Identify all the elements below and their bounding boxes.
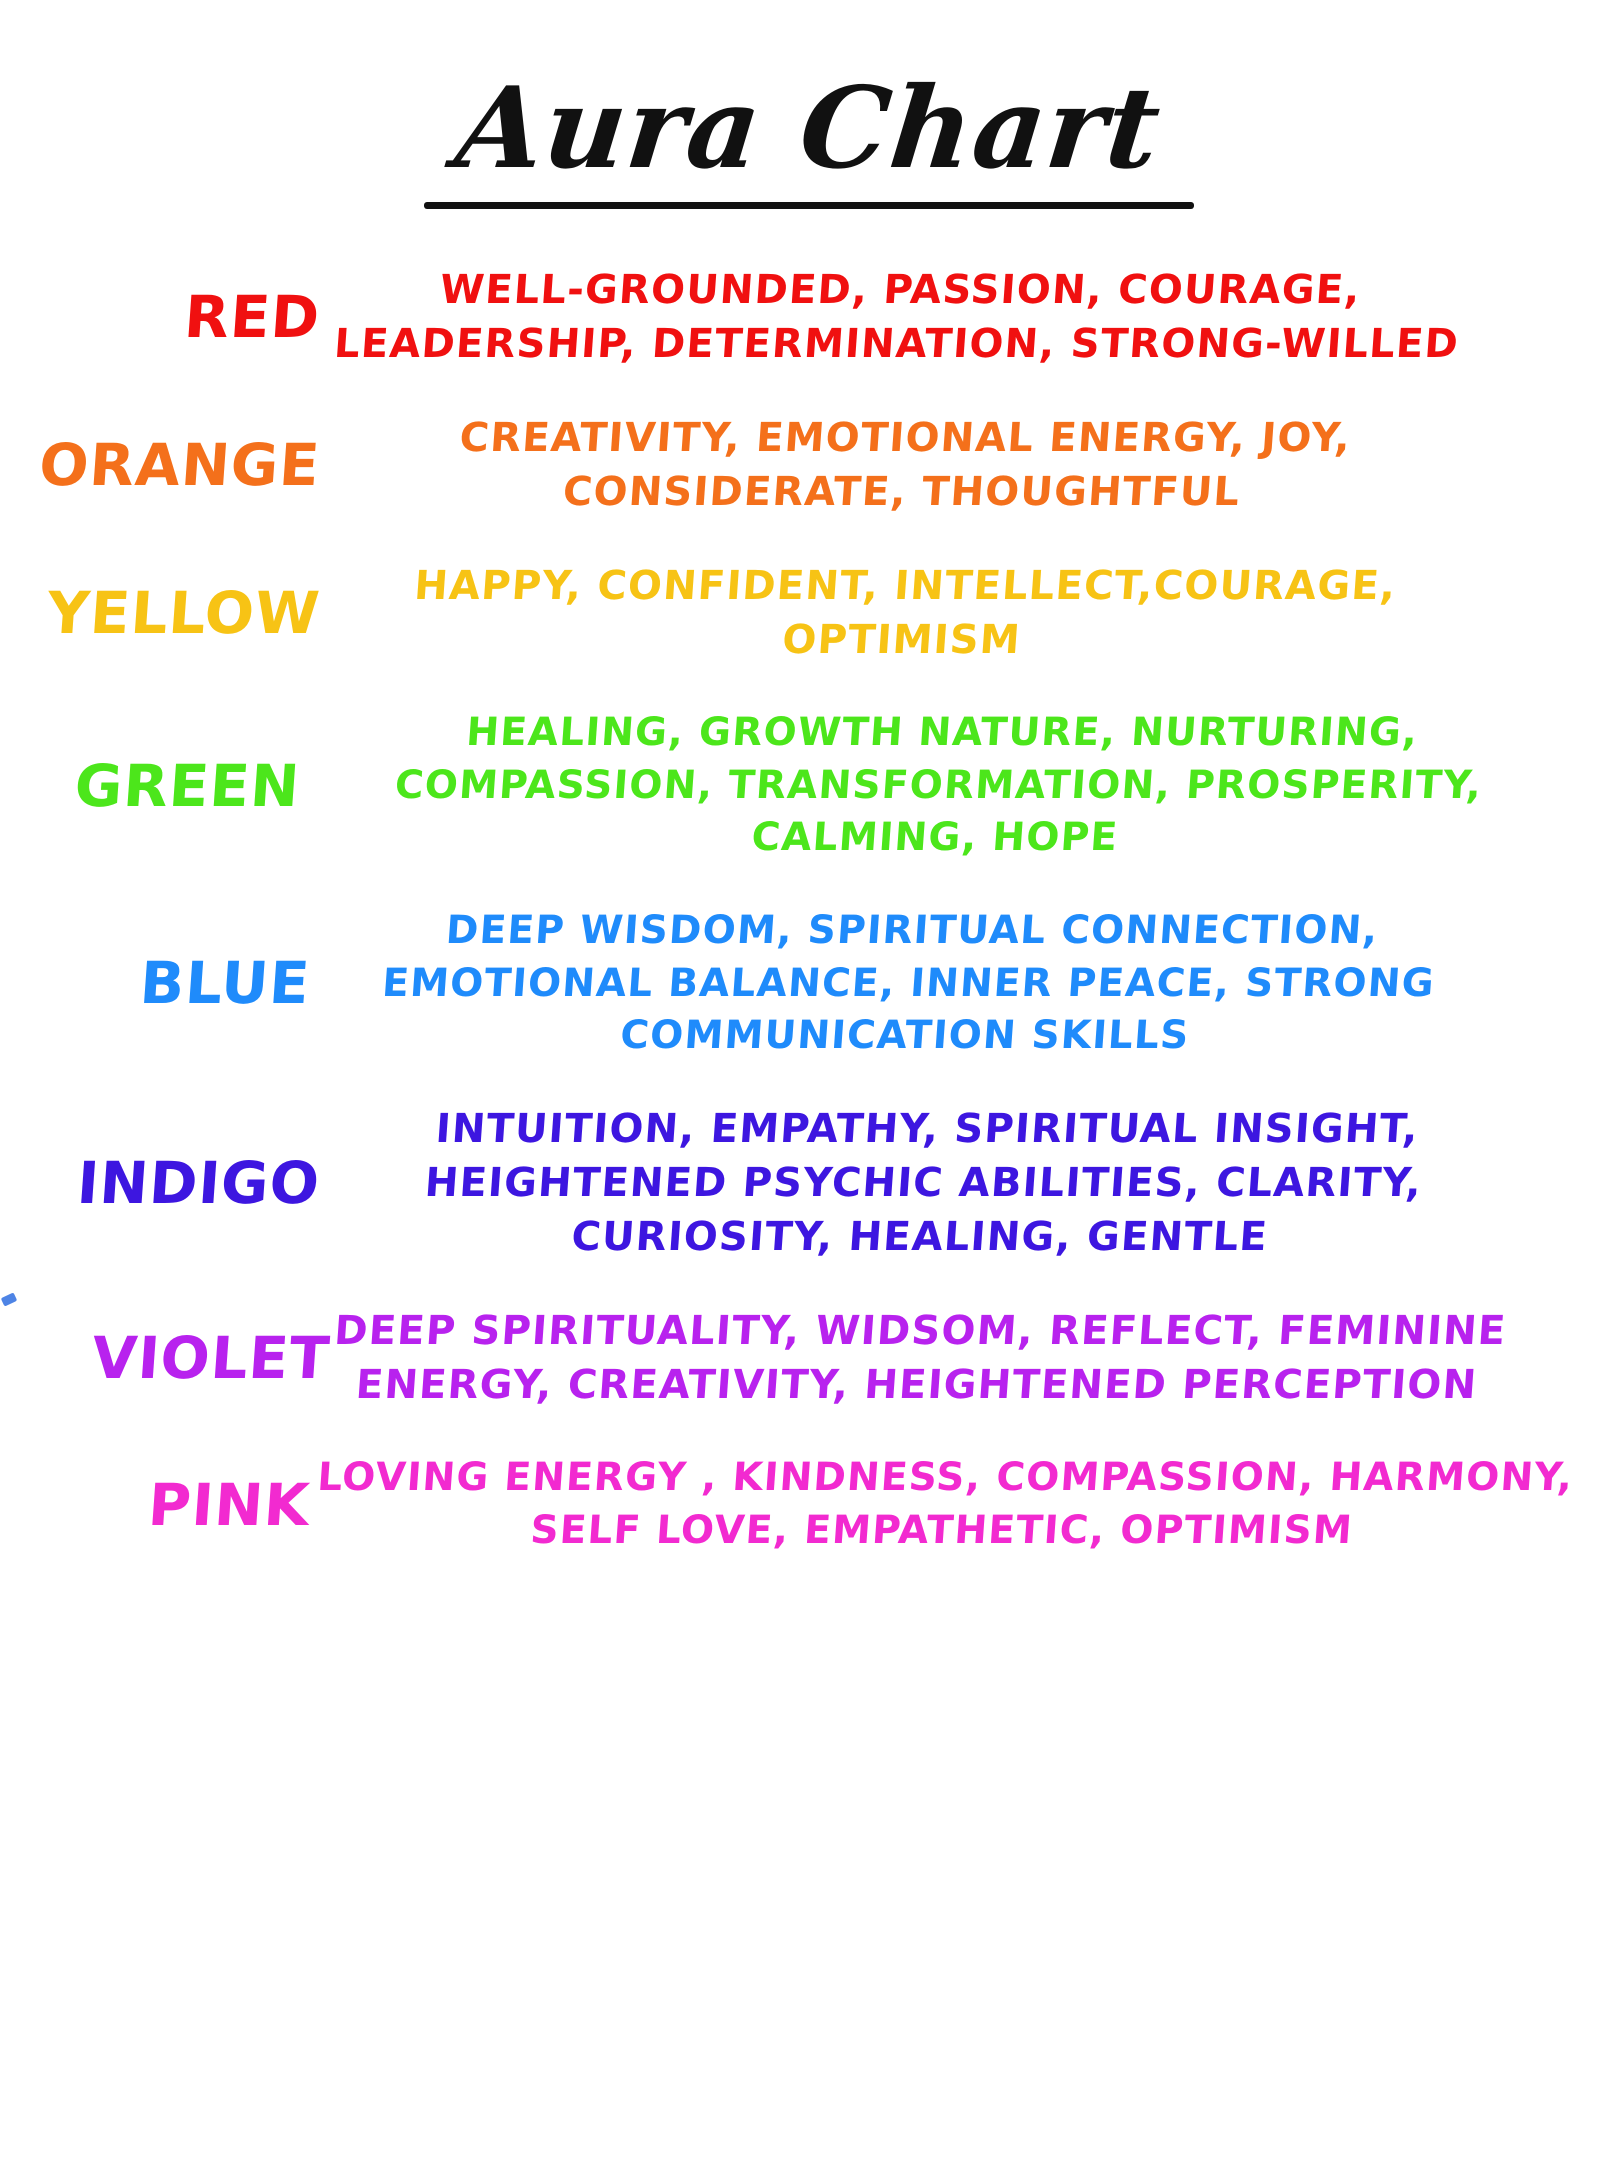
aura-color-name-blue: BLUE	[137, 949, 313, 1018]
title-block	[0, 0, 1617, 209]
aura-row-green	[20, 707, 1597, 865]
title-underline	[424, 202, 1194, 209]
aura-color-name-yellow: YELLOW	[44, 578, 323, 647]
aura-row-indigo	[20, 1102, 1597, 1264]
aura-traits-green: HEALING, GROWTH NATURE, NURTURING, COMPASSION, TRANSFORMATION, PROSPERITY, CALMING, HOPE	[393, 709, 1484, 860]
aura-traits-yellow: HAPPY, CONFIDENT, INTELLECT,COURAGE, OPTIMISM	[412, 562, 1398, 663]
aura-color-name-red: RED	[182, 282, 323, 351]
aura-rows	[0, 263, 1617, 1558]
aura-row-red	[20, 263, 1597, 371]
aura-color-name-orange: ORANGE	[36, 430, 323, 499]
aura-row-violet	[20, 1304, 1597, 1412]
aura-traits-violet: DEEP SPIRITUALITY, WIDSOM, REFLECT, FEMININE ENERGY, CREATIVITY, HEIGHTENED PERCEPTION	[332, 1308, 1508, 1409]
aura-traits-red: WELL-GROUNDED, PASSION, COURAGE, LEADERSHIP, DETERMINATION, STRONG-WILLED	[332, 266, 1461, 367]
aura-row-blue	[20, 905, 1597, 1063]
aura-traits-indigo: INTUITION, EMPATHY, SPIRITUAL INSIGHT, HEIGHTENED PSYCHIC ABILITIES, CLARITY, CURIOSITY, HEALING, GENTLE	[423, 1106, 1424, 1261]
aura-color-name-violet: VIOLET	[89, 1324, 333, 1393]
aura-color-name-green: GREEN	[72, 751, 303, 820]
aura-traits-blue: DEEP WISDOM, SPIRITUAL CONNECTION, EMOTIONAL BALANCE, INNER PEACE, STRONG COMMUNICATION SKILLS	[380, 907, 1437, 1058]
aura-traits-orange: CREATIVITY, EMOTIONAL ENERGY, JOY, CONSIDERATE, THOUGHTFUL	[458, 414, 1353, 515]
aura-traits-pink: LOVING ENERGY , KINDNESS, COMPASSION, HARMONY, SELF LOVE, EMPATHETIC, OPTIMISM	[315, 1455, 1575, 1554]
aura-row-yellow	[20, 559, 1597, 667]
aura-row-pink	[20, 1452, 1597, 1557]
aura-color-name-pink: PINK	[146, 1471, 313, 1540]
aura-color-name-indigo: INDIGO	[74, 1149, 323, 1218]
page-title: Aura Chart	[450, 63, 1167, 194]
aura-row-orange	[20, 411, 1597, 519]
